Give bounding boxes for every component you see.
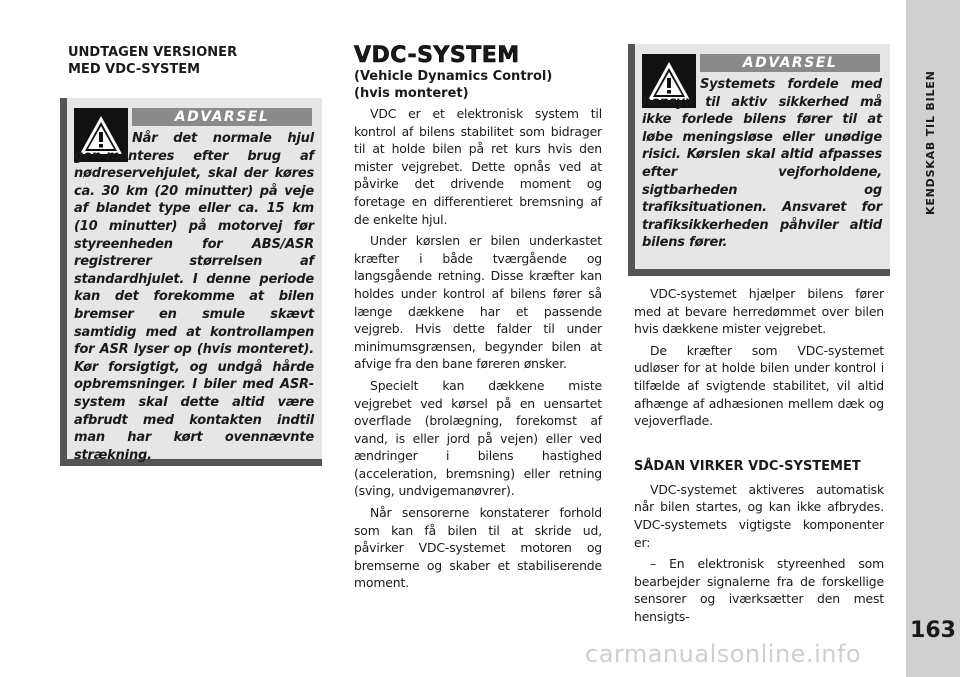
subtitle-line-2: (hvis monteret)	[354, 86, 469, 101]
warning-label: ADVARSEL	[700, 54, 880, 72]
subtitle-line-1: (Vehicle Dynamics Control)	[354, 69, 553, 84]
warning-box-left-border	[628, 44, 635, 276]
body-paragraph: VDC-systemet aktiveres automatisk når bilen startes, og kan ikke afbrydes. VDC-systemets vigtigste komponenter er:	[634, 481, 884, 550]
section-heading-line-1: UNDTAGEN VERSIONER	[68, 45, 238, 60]
section-heading-line-2: MED VDC-SYSTEM	[68, 62, 201, 77]
middle-column	[354, 44, 602, 592]
body-paragraph: Når sensorerne konstaterer forhold som kan få bilen til at skride ud, påvirker VDC-systemet motoren og bremserne og skaber et stabiliserende moment.	[354, 505, 602, 591]
body-paragraph: Under kørslen er bilen underkastet kræfter i både tværgående og langsgående retning. Disse kræfter kan holdes under kontrol af bilens fører så længe dækkene har et passende vejgreb. Hvis dette falder til under minimumsgrænsen, begynder bilen at afvige fra den bane føreren ønsker.	[354, 233, 602, 372]
body-paragraph: VDC er et elektronisk system til kontrol af bilens stabilitet som bidrager til at holde bilen på ret kurs hvis den mister vejgrebet. Dette opnås ved at påvirke det drivende moment og foretage en differentieret bremsning af de enkelte hjul.	[354, 106, 602, 227]
body-paragraph: De kræfter som VDC-systemet udløser for at holde bilen under kontrol i tilfælde af svigtende stabilitet, vil altid afhænge af adhæsionen mellem dæk og vejoverflade.	[634, 342, 884, 429]
warning-text-left: Når det normale hjul gen-monteres efter brug af nødreservehjulet, skal der køres ca. 30 km (20 minutter) på veje af blandet type eller ca. 15 km (10 minutter) på motorvej før styreenheden for ABS/ASR registrerer størrelsen af standardhjulet. I denne periode kan det forekomme at bilen bremser en smule skævt samtidig med at kontrollampen for ASR lyser op (hvis monteret). Kør forsigtigt, og undgå hårde opbremsninger. I biler med ASR-system skal dette altid være afbrudt med kontakten indtil man har kørt ovennævnte strækning.	[74, 131, 314, 463]
page-number: 163	[910, 618, 956, 643]
left-column	[68, 44, 323, 78]
body-paragraph: Specielt kan dækkene miste vejgrebet ved kørsel på en uensartet overflade (brolægning, forekomst af vand, is eller jord på vejen) eller ved ændringer i bilens hastighed (acceleration, bremsning) eller retning (sving, undvigemanøvrer).	[354, 377, 602, 499]
right-column	[634, 285, 884, 626]
warning-label: ADVARSEL	[132, 108, 312, 126]
body-paragraph: – En elektronisk styreenhed som bearbejder signalerne fra de forskellige sensorer og iværksætter den mest hensigts-	[634, 556, 884, 624]
warning-box-bottom-border	[628, 269, 890, 276]
body-paragraph: VDC-systemet hjælper bilens fører med at bevare herredømmet over bilen hvis dækkene mister vejgrebet.	[634, 286, 884, 337]
warning-box-left-border	[60, 98, 67, 466]
warning-box-right	[628, 44, 890, 276]
subsection-heading: SÅDAN VIRKER VDC-SYSTEMET	[634, 458, 861, 474]
chapter-title: KENDSKAB TIL BILEN	[924, 70, 937, 215]
page-title: VDC-SYSTEM	[354, 43, 520, 68]
watermark-text: carmanualsonline.info	[585, 640, 862, 668]
warning-text-right: Systemets fordele med hensyn til aktiv sikkerhed må ikke forlede bilens fører til at løbe meningsløse eller unødige risici. Kørslen skal altid afpasses efter vejforholdene, sigtbarheden og trafiksituationen. Ansvaret for trafiksikkerheden påhviler altid bilens fører.	[642, 77, 882, 251]
warning-box-left	[60, 98, 322, 466]
